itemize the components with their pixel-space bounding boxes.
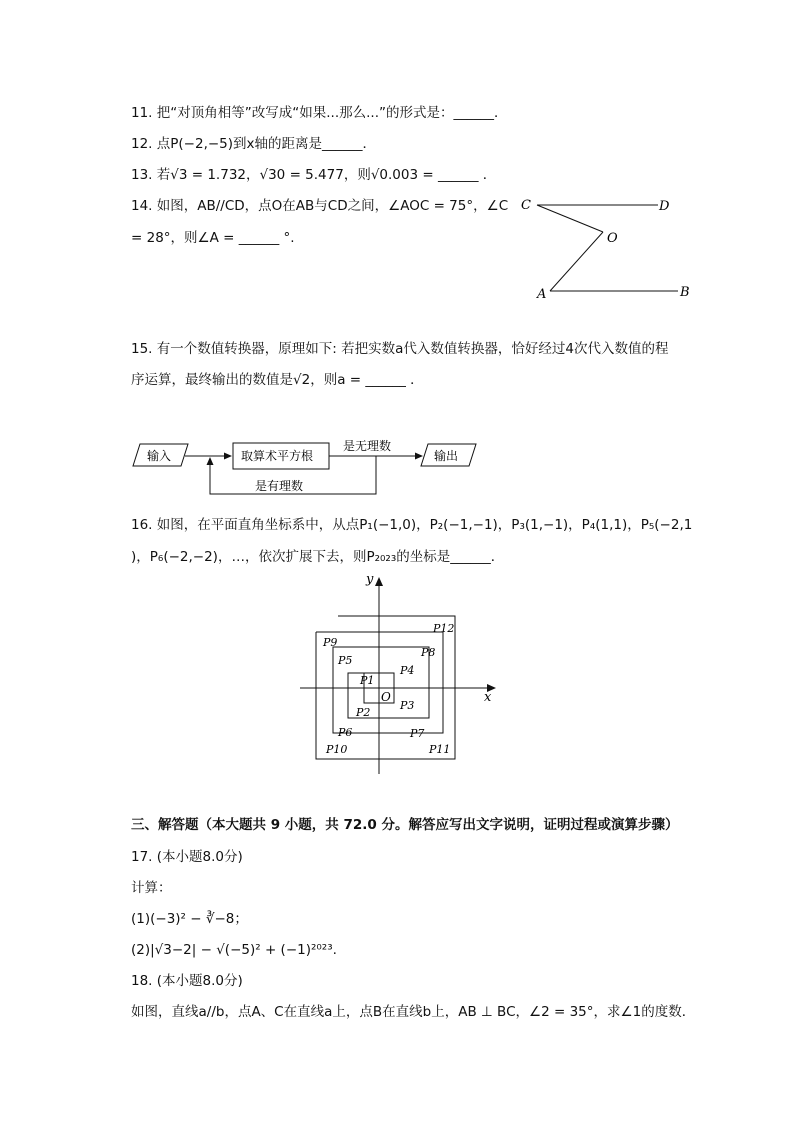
label-C: C	[521, 198, 531, 213]
line-OA	[550, 232, 603, 291]
label-P4: P4	[400, 664, 415, 677]
q15-flowchart	[128, 432, 488, 498]
label-P7: P7	[410, 727, 425, 740]
arrowhead-icon	[415, 453, 423, 460]
label-origin: O	[381, 690, 391, 704]
label-P5: P5	[338, 654, 353, 667]
question-12: 12. 点P(−2,−5)到x轴的距离是______．	[131, 136, 377, 152]
label-P11: P11	[429, 743, 451, 756]
label-P1: P1	[360, 674, 375, 687]
section-3-heading: 三、解答题（本大题共 9 小题，共 72.0 分。解答应写出文字说明，证明过程或演算步骤）	[131, 817, 679, 833]
question-17-part1: (1)(−3)² − ∛−8；	[131, 911, 248, 927]
question-18-heading: 18. (本小题8.0分)	[131, 973, 243, 989]
label-B: B	[680, 285, 690, 300]
label-D: D	[659, 199, 670, 214]
arrowhead-icon	[224, 453, 232, 460]
question-14-line2: = 28°，则∠A = ______ °.	[131, 230, 295, 246]
question-17-heading: 17. (本小题8.0分)	[131, 849, 243, 865]
q14-figure	[515, 192, 705, 304]
label-y: y	[366, 572, 374, 587]
line-CO	[537, 205, 603, 232]
arrowhead-icon	[207, 457, 214, 465]
question-16-line2: )，P₆(−2,−2)，…，依次扩展下去，则P₂₀₂₃的坐标是______．	[131, 549, 505, 565]
label-P2: P2	[356, 706, 371, 719]
question-17-part2: (2)|√3−2| − √(−5)² + (−1)²⁰²³.	[131, 942, 337, 958]
question-16-line1: 16. 如图，在平面直角坐标系中，从点P₁(−1,0)，P₂(−1,−1)，P₃(1,−1)，P₄(1,1)，P₅(−2,1	[131, 517, 693, 533]
question-18-text: 如图，直线a//b，点A、C在直线a上，点B在直线b上，AB ⊥ BC，∠2 = 35°，求∠1的度数．	[131, 1004, 696, 1020]
label-P3: P3	[400, 699, 415, 712]
label-P8: P8	[421, 646, 436, 659]
rational-label: 是有理数	[255, 479, 304, 493]
question-13: 13. 若√3 = 1.732，√30 = 5.477，则√0.003 = ______ ．	[131, 167, 497, 183]
label-x: x	[484, 690, 492, 705]
label-A: A	[537, 287, 547, 302]
question-15-line2: 序运算，最终输出的数值是√2，则a = ______ ．	[131, 372, 424, 388]
question-14-line1: 14. 如图，AB//CD，点O在AB与CD之间，∠AOC = 75°，∠C	[131, 198, 509, 214]
label-P9: P9	[323, 636, 338, 649]
question-11: 11. 把“对顶角相等”改写成“如果...那么...”的形式是：______．	[131, 105, 508, 121]
input-label: 输入	[147, 449, 172, 463]
label-P12: P12	[433, 622, 455, 635]
label-P6: P6	[338, 726, 353, 739]
question-17-prompt: 计算：	[131, 880, 172, 896]
process-label: 取算术平方根	[241, 449, 314, 463]
output-label: 输出	[434, 449, 459, 463]
irrational-label: 是无理数	[343, 439, 392, 453]
q16-spiral-figure	[296, 570, 502, 776]
label-P10: P10	[326, 743, 348, 756]
question-15-line1: 15. 有一个数值转换器，原理如下: 若把实数a代入数值转换器，恰好经过4次代入数值的程	[131, 341, 669, 357]
label-O: O	[607, 231, 618, 246]
y-arrow-icon	[375, 577, 383, 586]
